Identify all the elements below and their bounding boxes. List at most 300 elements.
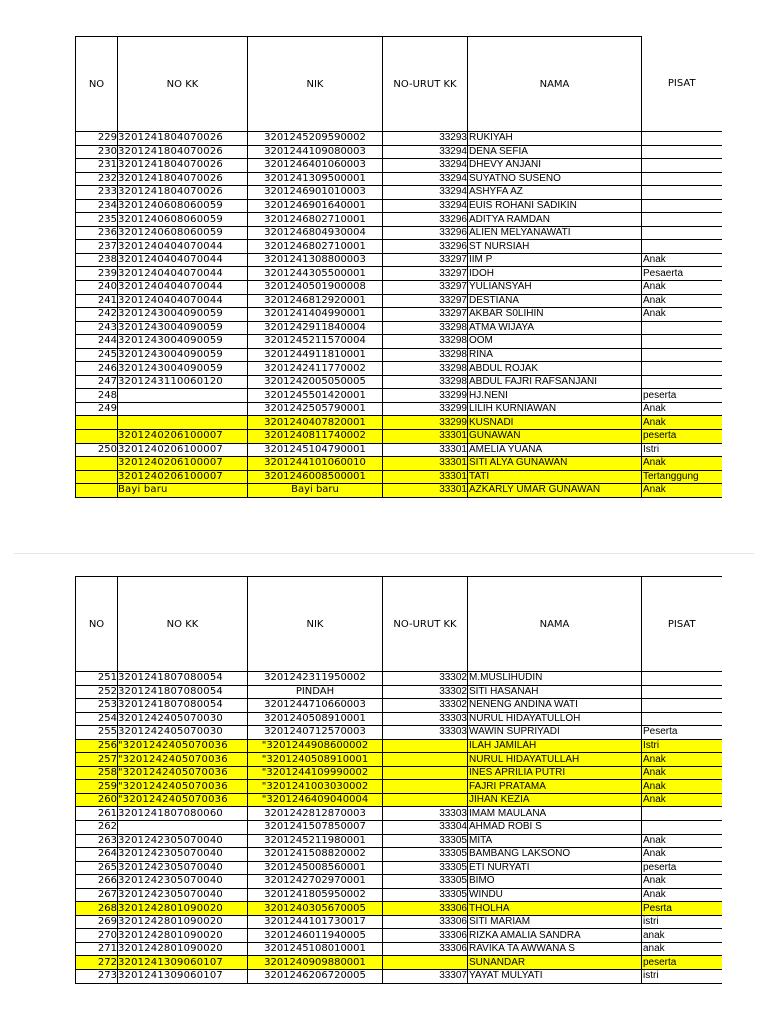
header-nama: NAMA <box>468 577 642 672</box>
cell-nik: 3201240508910001 <box>248 712 383 726</box>
cell-pisat: Anak <box>642 780 722 794</box>
cell-no-urut-kk: 33301 <box>383 484 468 498</box>
table-row <box>76 834 722 848</box>
cell-no-kk: 3201242305070040 <box>118 834 248 848</box>
table-row <box>76 888 722 902</box>
header-pisat: PISAT <box>642 37 722 132</box>
cell-nama: ASHYFA AZ <box>468 186 642 200</box>
cell-no-kk: 3201242801090020 <box>118 902 248 916</box>
cell-nik: 3201242411770002 <box>248 362 383 376</box>
table-row <box>76 186 722 200</box>
cell-no-urut-kk: 33301 <box>383 457 468 471</box>
cell-no: 258 <box>76 766 118 780</box>
cell-pisat: Tertanggung <box>642 470 722 484</box>
cell-nama: IMAM MAULANA <box>468 807 642 821</box>
cell-no: 245 <box>76 348 118 362</box>
cell-nama: ALIEN MELYANAWATI <box>468 226 642 240</box>
cell-no-kk: 3201242305070040 <box>118 888 248 902</box>
cell-no-kk: 3201242801090020 <box>118 915 248 929</box>
cell-no-kk: 3201241804070026 <box>118 186 248 200</box>
cell-no-urut-kk: 33296 <box>383 213 468 227</box>
cell-no-kk: 3201240404070044 <box>118 267 248 281</box>
header-nik: NIK <box>248 577 383 672</box>
cell-pisat: Istri <box>642 443 722 457</box>
cell-nik: 3201240305670005 <box>248 902 383 916</box>
cell-no-urut-kk: 33305 <box>383 834 468 848</box>
cell-no-kk: 3201242305070040 <box>118 848 248 862</box>
cell-pisat: Anak <box>642 308 722 322</box>
cell-no-urut-kk: 33303 <box>383 807 468 821</box>
cell-no: 270 <box>76 929 118 943</box>
cell-no-urut-kk: 33304 <box>383 821 468 835</box>
cell-nama: NENENG ANDINA WATI <box>468 699 642 713</box>
cell-nik: 3201240909880001 <box>248 956 383 970</box>
cell-no-urut-kk: 33298 <box>383 348 468 362</box>
table-row <box>76 267 722 281</box>
cell-nama: MITA <box>468 834 642 848</box>
cell-no-urut-kk: 33306 <box>383 902 468 916</box>
table-row <box>76 793 722 807</box>
cell-pisat: anak <box>642 942 722 956</box>
cell-no: 271 <box>76 942 118 956</box>
cell-nama: LILIH KURNIAWAN <box>468 402 642 416</box>
cell-no: 235 <box>76 213 118 227</box>
cell-no-urut-kk <box>383 739 468 753</box>
cell-pisat: istri <box>642 915 722 929</box>
cell-nik: 3201246802710001 <box>248 213 383 227</box>
cell-nama: ATMA WIJAYA <box>468 321 642 335</box>
cell-pisat: Anak <box>642 766 722 780</box>
cell-pisat: anak <box>642 929 722 943</box>
cell-nama: AMELIA YUANA <box>468 443 642 457</box>
cell-pisat <box>642 699 722 713</box>
cell-pisat: istri <box>642 970 722 984</box>
cell-no: 247 <box>76 375 118 389</box>
cell-no-kk: 3201243004090059 <box>118 335 248 349</box>
cell-nama: RUKIYAH <box>468 132 642 146</box>
header-no-kk: NO KK <box>118 37 248 132</box>
cell-nik: 3201241309500001 <box>248 172 383 186</box>
cell-no: 251 <box>76 672 118 686</box>
cell-no-kk: 3201240404070044 <box>118 253 248 267</box>
cell-no-kk: 3201243110060120 <box>118 375 248 389</box>
cell-nik: 3201241508820002 <box>248 848 383 862</box>
cell-nama: BIMO <box>468 875 642 889</box>
table-row <box>76 348 722 362</box>
cell-no-urut-kk: 33298 <box>383 375 468 389</box>
cell-no-urut-kk: 33302 <box>383 685 468 699</box>
cell-no-urut-kk: 33305 <box>383 861 468 875</box>
cell-pisat <box>642 226 722 240</box>
cell-nama: AZKARLY UMAR GUNAWAN <box>468 484 642 498</box>
cell-no: 266 <box>76 875 118 889</box>
cell-nama: AHMAD ROBI S <box>468 821 642 835</box>
cell-pisat <box>642 672 722 686</box>
cell-no-kk: 3201240206100007 <box>118 430 248 444</box>
cell-no-urut-kk: 33306 <box>383 942 468 956</box>
cell-no: 265 <box>76 861 118 875</box>
table-row <box>76 430 722 444</box>
table-row <box>76 929 722 943</box>
cell-no-urut-kk: 33297 <box>383 294 468 308</box>
table-row <box>76 172 722 186</box>
cell-nama: ILAH JAMILAH <box>468 739 642 753</box>
header-no-urut-kk: NO-URUT KK <box>383 37 468 132</box>
cell-nama: IIM P <box>468 253 642 267</box>
cell-no-urut-kk: 33299 <box>383 416 468 430</box>
cell-no-kk: 3201241804070026 <box>118 172 248 186</box>
table-row <box>76 875 722 889</box>
cell-no: 232 <box>76 172 118 186</box>
cell-pisat <box>642 321 722 335</box>
cell-no-urut-kk <box>383 956 468 970</box>
header-nik: NIK <box>248 37 383 132</box>
cell-nama: IDOH <box>468 267 642 281</box>
cell-no: 229 <box>76 132 118 146</box>
table-row <box>76 362 722 376</box>
header-row <box>76 577 722 672</box>
cell-no-urut-kk: 33297 <box>383 281 468 295</box>
cell-no: 231 <box>76 159 118 173</box>
cell-pisat <box>642 375 722 389</box>
cell-no: 230 <box>76 145 118 159</box>
cell-no <box>76 457 118 471</box>
cell-pisat: peserta <box>642 861 722 875</box>
cell-no: 268 <box>76 902 118 916</box>
cell-nik: 3201241404990001 <box>248 308 383 322</box>
cell-pisat <box>642 348 722 362</box>
table-row <box>76 821 722 835</box>
cell-no-urut-kk: 33298 <box>383 321 468 335</box>
table-row <box>76 726 722 740</box>
header-no-kk: NO KK <box>118 577 248 672</box>
cell-pisat: peserta <box>642 389 722 403</box>
cell-pisat <box>642 240 722 254</box>
cell-pisat <box>642 712 722 726</box>
cell-no-urut-kk: 33298 <box>383 362 468 376</box>
cell-no: 261 <box>76 807 118 821</box>
cell-no-kk: 3201240608060059 <box>118 226 248 240</box>
cell-nik: 3201244101060010 <box>248 457 383 471</box>
cell-no: 249 <box>76 402 118 416</box>
table-row <box>76 402 722 416</box>
cell-no <box>76 470 118 484</box>
cell-no: 244 <box>76 335 118 349</box>
cell-pisat: Anak <box>642 457 722 471</box>
cell-no <box>76 484 118 498</box>
cell-nik: "3201241003030002 <box>248 780 383 794</box>
cell-no-kk: "3201242405070036 <box>118 753 248 767</box>
cell-no-urut-kk: 33301 <box>383 443 468 457</box>
cell-no-kk: 3201240206100007 <box>118 443 248 457</box>
cell-no-kk: 3201240206100007 <box>118 470 248 484</box>
cell-nik: "3201244908600002 <box>248 739 383 753</box>
table-row <box>76 766 722 780</box>
cell-no: 267 <box>76 888 118 902</box>
cell-no-urut-kk: 33301 <box>383 430 468 444</box>
cell-no-kk: 3201242801090020 <box>118 942 248 956</box>
cell-nama: JIHAN KEZIA <box>468 793 642 807</box>
cell-nama: SITI HASANAH <box>468 685 642 699</box>
cell-pisat: peserta <box>642 956 722 970</box>
cell-nik: 3201245211980001 <box>248 834 383 848</box>
cell-no-urut-kk: 33302 <box>383 699 468 713</box>
table-row <box>76 416 722 430</box>
table-row <box>76 956 722 970</box>
cell-nik: 3201244101730017 <box>248 915 383 929</box>
cell-nik: 3201241308800003 <box>248 253 383 267</box>
cell-nik: 3201244710660003 <box>248 699 383 713</box>
cell-no: 273 <box>76 970 118 984</box>
header-row <box>76 37 722 132</box>
cell-nama: RINA <box>468 348 642 362</box>
cell-nik: PINDAH <box>248 685 383 699</box>
cell-pisat <box>642 199 722 213</box>
cell-no-kk: 3201242405070030 <box>118 712 248 726</box>
cell-pisat: Anak <box>642 294 722 308</box>
cell-nik: 3201241805950002 <box>248 888 383 902</box>
cell-no-kk: 3201242305070040 <box>118 861 248 875</box>
cell-pisat <box>642 186 722 200</box>
cell-no-urut-kk: 33303 <box>383 726 468 740</box>
cell-no-kk: 3201242305070040 <box>118 875 248 889</box>
cell-nama: SITI MARIAM <box>468 915 642 929</box>
cell-nik: 3201246206720005 <box>248 970 383 984</box>
cell-pisat <box>642 685 722 699</box>
cell-no-kk: 3201243004090059 <box>118 321 248 335</box>
table-row <box>76 699 722 713</box>
cell-no-urut-kk: 33305 <box>383 848 468 862</box>
cell-pisat: Anak <box>642 793 722 807</box>
cell-no: 262 <box>76 821 118 835</box>
cell-no-kk: 3201243004090059 <box>118 362 248 376</box>
cell-no-urut-kk: 33303 <box>383 712 468 726</box>
cell-no-urut-kk: 33297 <box>383 267 468 281</box>
table-row <box>76 389 722 403</box>
cell-no: 239 <box>76 267 118 281</box>
cell-no-urut-kk <box>383 793 468 807</box>
cell-no-urut-kk: 33294 <box>383 199 468 213</box>
table-row <box>76 739 722 753</box>
table-row <box>76 672 722 686</box>
table-row <box>76 915 722 929</box>
cell-no-kk: 3201243004090059 <box>118 308 248 322</box>
table-row <box>76 780 722 794</box>
table-row <box>76 484 722 498</box>
cell-nik: Bayi baru <box>248 484 383 498</box>
cell-no-urut-kk: 33306 <box>383 915 468 929</box>
cell-nama: TATI <box>468 470 642 484</box>
header-no: NO <box>76 37 118 132</box>
cell-pisat <box>642 159 722 173</box>
cell-no-urut-kk: 33297 <box>383 253 468 267</box>
table-row <box>76 807 722 821</box>
cell-nik: 3201246011940005 <box>248 929 383 943</box>
cell-no-kk: "3201242405070036 <box>118 793 248 807</box>
cell-no-kk: 3201241807080054 <box>118 685 248 699</box>
cell-no-kk: 3201241807080060 <box>118 807 248 821</box>
cell-nik: 3201240811740002 <box>248 430 383 444</box>
cell-nik: 3201246804930004 <box>248 226 383 240</box>
cell-no-urut-kk: 33302 <box>383 672 468 686</box>
table-row <box>76 753 722 767</box>
cell-nama: SITI ALYA GUNAWAN <box>468 457 642 471</box>
table-row <box>76 321 722 335</box>
table-row <box>76 213 722 227</box>
cell-nik: "3201244109990002 <box>248 766 383 780</box>
cell-no-kk: "3201242405070036 <box>118 766 248 780</box>
table-row <box>76 294 722 308</box>
cell-no-urut-kk: 33293 <box>383 132 468 146</box>
cell-no-urut-kk: 33297 <box>383 308 468 322</box>
cell-no-urut-kk: 33294 <box>383 172 468 186</box>
cell-no-kk: "3201242405070036 <box>118 780 248 794</box>
cell-no-kk: 3201240404070044 <box>118 281 248 295</box>
table-row <box>76 375 722 389</box>
cell-nik: "3201240508910001 <box>248 753 383 767</box>
cell-nik: 3201246008500001 <box>248 470 383 484</box>
cell-no-urut-kk: 33305 <box>383 888 468 902</box>
cell-pisat: Anak <box>642 484 722 498</box>
cell-pisat: Anak <box>642 253 722 267</box>
cell-no-kk: 3201240404070044 <box>118 240 248 254</box>
table-row <box>76 712 722 726</box>
cell-nama: ABDUL ROJAK <box>468 362 642 376</box>
cell-no-urut-kk: 33307 <box>383 970 468 984</box>
page-divider <box>14 553 754 554</box>
cell-pisat: Anak <box>642 875 722 889</box>
cell-no-kk: 3201240206100007 <box>118 457 248 471</box>
table-row <box>76 145 722 159</box>
cell-nama: INES APRILIA PUTRI <box>468 766 642 780</box>
cell-no: 238 <box>76 253 118 267</box>
cell-nama: NURUL HIDAYATULLOH <box>468 712 642 726</box>
cell-nik: 3201245211570004 <box>248 335 383 349</box>
table-row <box>76 226 722 240</box>
cell-nama: RAVIKA TA AWWANA S <box>468 942 642 956</box>
cell-nama: YAYAT MULYATI <box>468 970 642 984</box>
cell-no-kk <box>118 402 248 416</box>
cell-nik: 3201245209590002 <box>248 132 383 146</box>
cell-no-kk: 3201241807080054 <box>118 699 248 713</box>
cell-nik: 3201240712570003 <box>248 726 383 740</box>
cell-no-urut-kk: 33306 <box>383 929 468 943</box>
cell-no: 269 <box>76 915 118 929</box>
cell-no: 234 <box>76 199 118 213</box>
cell-no-urut-kk <box>383 766 468 780</box>
cell-no: 259 <box>76 780 118 794</box>
cell-nik: 3201242311950002 <box>248 672 383 686</box>
cell-nama: WINDU <box>468 888 642 902</box>
cell-no: 236 <box>76 226 118 240</box>
data-table-page-1 <box>75 36 722 498</box>
cell-nama: DHEVY ANJANI <box>468 159 642 173</box>
table-row <box>76 253 722 267</box>
cell-pisat <box>642 213 722 227</box>
cell-no-kk: 3201240608060059 <box>118 213 248 227</box>
cell-nama: OOM <box>468 335 642 349</box>
cell-nik: 3201242005050005 <box>248 375 383 389</box>
cell-nik: 3201244911810001 <box>248 348 383 362</box>
cell-no-urut-kk: 33305 <box>383 875 468 889</box>
table-row <box>76 240 722 254</box>
cell-no: 248 <box>76 389 118 403</box>
cell-nama: ADITYA RAMDAN <box>468 213 642 227</box>
table-row <box>76 457 722 471</box>
cell-no-urut-kk: 33294 <box>383 145 468 159</box>
cell-no: 233 <box>76 186 118 200</box>
cell-no-kk: 3201243004090059 <box>118 348 248 362</box>
cell-pisat: Anak <box>642 416 722 430</box>
cell-no: 250 <box>76 443 118 457</box>
cell-nama: M.MUSLIHUDIN <box>468 672 642 686</box>
cell-nik: "3201246409040004 <box>248 793 383 807</box>
cell-nik: 3201246802710001 <box>248 240 383 254</box>
cell-nama: THOLHA <box>468 902 642 916</box>
cell-no <box>76 416 118 430</box>
cell-pisat: Anak <box>642 834 722 848</box>
cell-pisat: Istri <box>642 739 722 753</box>
cell-nik: 3201242505790001 <box>248 402 383 416</box>
cell-no: 240 <box>76 281 118 295</box>
table-row <box>76 132 722 146</box>
header-pisat: PISAT <box>642 577 722 672</box>
cell-no-urut-kk: 33294 <box>383 186 468 200</box>
cell-nama: RIZKA AMALIA SANDRA <box>468 929 642 943</box>
cell-no-kk: Bayi baru <box>118 484 248 498</box>
table-row <box>76 470 722 484</box>
cell-no-kk: 3201240404070044 <box>118 294 248 308</box>
cell-pisat: Pesaerta <box>642 267 722 281</box>
header-nama: NAMA <box>468 37 642 132</box>
cell-pisat: Anak <box>642 402 722 416</box>
cell-nik: 3201245108010001 <box>248 942 383 956</box>
header-no-urut-kk: NO-URUT KK <box>383 577 468 672</box>
cell-no-kk: "3201242405070036 <box>118 739 248 753</box>
cell-no <box>76 430 118 444</box>
cell-nama: ST NURSIAH <box>468 240 642 254</box>
cell-no: 272 <box>76 956 118 970</box>
cell-no-kk: 3201241804070026 <box>118 159 248 173</box>
cell-no-urut-kk <box>383 753 468 767</box>
cell-nama: DESTIANA <box>468 294 642 308</box>
cell-nik: 3201240501900008 <box>248 281 383 295</box>
cell-nik: 3201244109080003 <box>248 145 383 159</box>
cell-pisat: Anak <box>642 753 722 767</box>
cell-pisat: Peserta <box>642 726 722 740</box>
cell-nama: FAJRI PRATAMA <box>468 780 642 794</box>
cell-no-kk: 3201241807080054 <box>118 672 248 686</box>
cell-nik: 3201245501420001 <box>248 389 383 403</box>
cell-pisat: Anak <box>642 888 722 902</box>
cell-nama: WAWIN SUPRIYADI <box>468 726 642 740</box>
cell-no-urut-kk: 33298 <box>383 335 468 349</box>
cell-pisat: Anak <box>642 281 722 295</box>
table-row <box>76 308 722 322</box>
table-row <box>76 970 722 984</box>
header-no: NO <box>76 577 118 672</box>
cell-no-kk: 3201241309060107 <box>118 956 248 970</box>
cell-nik: 3201246901010003 <box>248 186 383 200</box>
cell-nik: 3201245104790001 <box>248 443 383 457</box>
cell-pisat <box>642 362 722 376</box>
cell-nik: 3201241507850007 <box>248 821 383 835</box>
cell-nama: NURUL HIDAYATULLAH <box>468 753 642 767</box>
cell-no: 237 <box>76 240 118 254</box>
cell-nama: BAMBANG LAKSONO <box>468 848 642 862</box>
cell-no: 252 <box>76 685 118 699</box>
cell-no: 264 <box>76 848 118 862</box>
